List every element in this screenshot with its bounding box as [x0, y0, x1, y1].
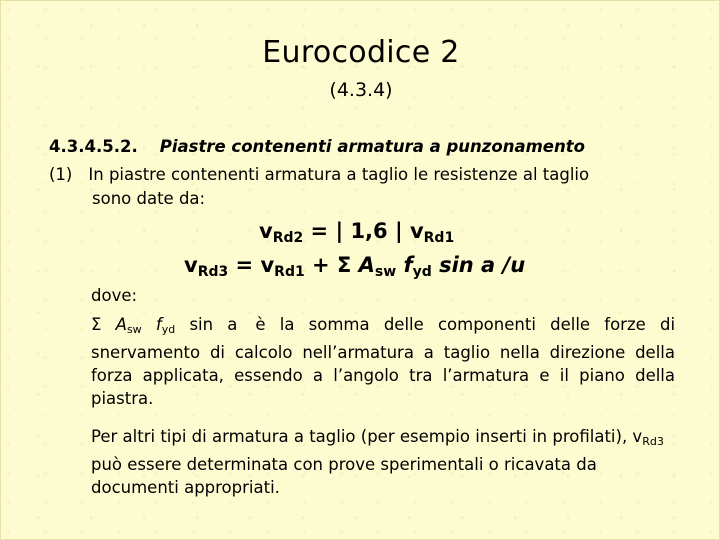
formula-text: = v	[228, 253, 275, 277]
formula-vrd3	[184, 253, 525, 280]
formula-plus: +	[304, 253, 337, 277]
paragraph-1	[49, 163, 689, 211]
slide-title: Eurocodice 2	[262, 35, 460, 70]
explanation-text: è la somma delle componenti delle forze di snervamento di calcolo nell’armatura a taglio nella direzione della forza applicata, essendo a l’angolo tra l’armatura e il piano della piastra.	[91, 315, 676, 408]
section-heading-text: Piastre contenenti armatura a punzonamento	[159, 137, 585, 156]
paragraph-1-line-1: In piastre contenenti armatura a taglio le resistenze al taglio	[88, 165, 590, 184]
paragraph-number: (1)	[49, 165, 73, 184]
paragraph-1-line-2: sono date da:	[92, 189, 206, 208]
closing-text-2: può essere determinata con prove sperimentali o ricavata da documenti appropriati.	[91, 455, 597, 497]
formula-subscript: Rd1	[423, 230, 455, 246]
formula-symbol-a: A	[358, 253, 375, 277]
explain-sin: sin a	[189, 315, 238, 334]
section-number: 4.3.4.5.2.	[49, 137, 138, 156]
formula-subscript: sw	[374, 264, 397, 280]
explanation-paragraph	[91, 313, 675, 410]
explain-subscript: yd	[161, 323, 176, 336]
formula-symbol-v: v	[259, 219, 273, 243]
closing-text-1: Per altri tipi di armatura a taglio (per esempio inserti in profilati), v	[91, 427, 643, 446]
formula-subscript: yd	[412, 264, 432, 280]
explain-subscript: sw	[126, 323, 142, 336]
formula-vrd2	[259, 219, 454, 246]
formula-subscript: Rd3	[197, 264, 229, 280]
sigma-symbol: Σ	[336, 253, 352, 277]
formula-subscript: Rd1	[274, 264, 305, 280]
closing-subscript: Rd3	[642, 435, 664, 448]
slide-subtitle: (4.3.4)	[329, 79, 393, 101]
explain-symbol-f: f	[155, 315, 162, 334]
explain-symbol-a: A	[115, 315, 127, 334]
section-heading	[49, 137, 585, 156]
sigma-symbol: Σ	[91, 315, 102, 334]
formula-text: = | 1,6 | v	[303, 219, 424, 243]
formula-symbol-v: v	[184, 253, 198, 277]
dove-label: dove:	[91, 286, 138, 305]
closing-paragraph	[91, 425, 681, 499]
formula-subscript: Rd2	[272, 230, 304, 246]
formula-symbol-f: f	[403, 253, 413, 277]
formula-text: sin a /u	[431, 253, 526, 277]
